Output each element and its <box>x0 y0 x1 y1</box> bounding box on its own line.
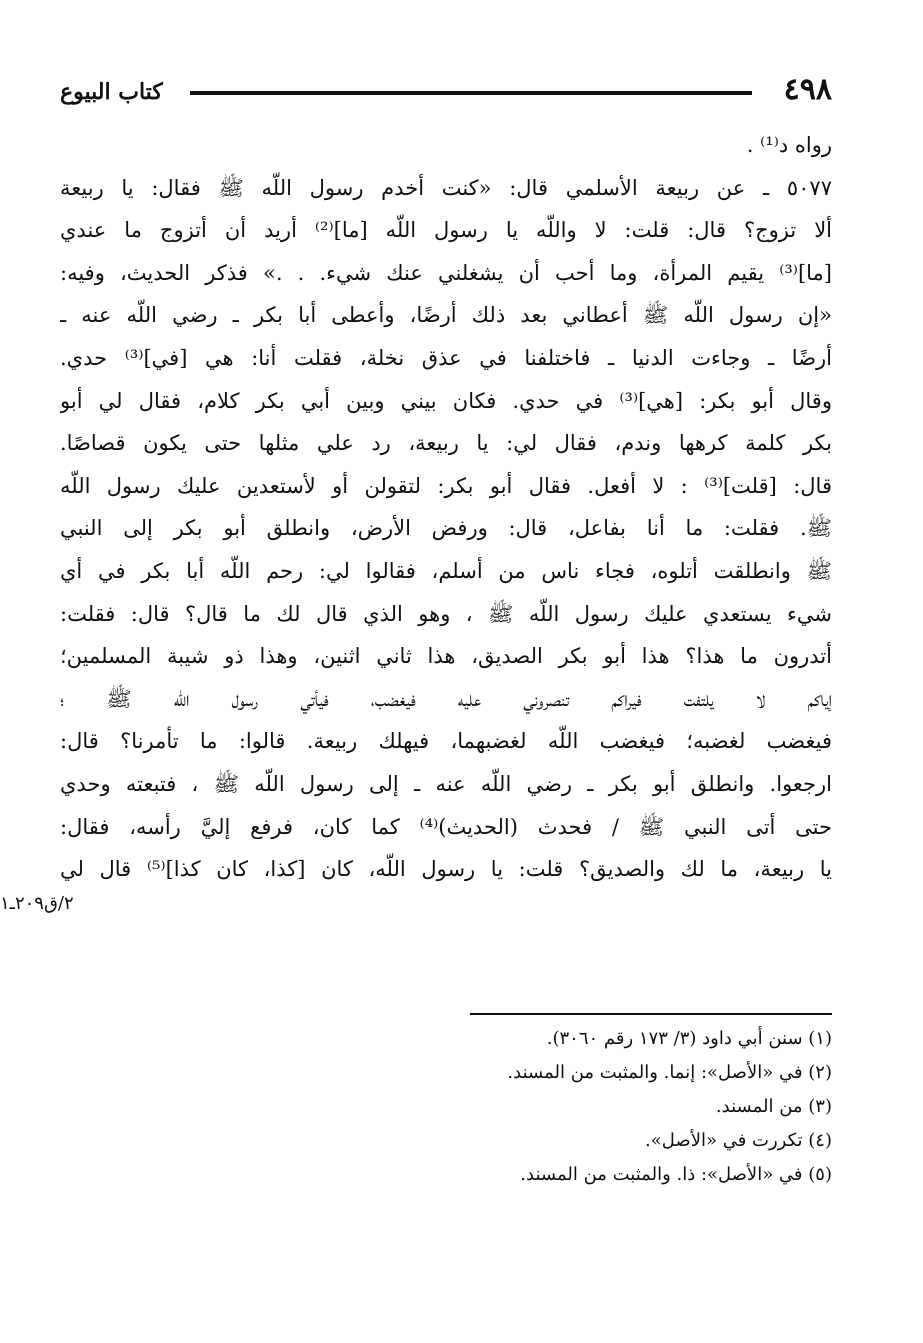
text-line-8: بكر كلمة كرهها وندم، فقال لي: يا ربيعة، رد علي مثلها حتى يكون قصاصًا. <box>60 431 832 456</box>
footnote-2: (٢) في «الأصل»: إنما. والمثبت من المسند. <box>507 1062 832 1083</box>
text-line-12: شيء يستعدي عليك رسول اللّه ﷺ ، وهو الذي قال لك ما قال؟ قال: فقلت: <box>60 601 832 626</box>
text-line-1: رواه د⁽¹⁾ . <box>746 133 832 157</box>
text-line-15: فيغضب لغضبه؛ فيغضب اللّه لغضبهما، فيهلك ربيعة. قالوا: ما تأمرنا؟ قال: <box>60 729 832 754</box>
text-line-16: ارجعوا. وانطلق أبو بكر ـ رضي اللّه عنه ـ إلى رسول اللّه ﷺ ، فتبعته وحدي <box>60 771 832 796</box>
page-header <box>60 72 832 112</box>
text-line-4: [ما]⁽³⁾ يقيم المرأة، وما أحب أن يشغلني عنك شيء. . .» فذكر الحديث، وفيه: <box>60 260 832 285</box>
footnote-3: (٣) من المسند. <box>715 1096 832 1117</box>
hadith-text <box>60 124 832 891</box>
text-line-14: إياكم لا يلتفت فيراكم تنصروني عليه فيغضب، فيأتي رسول اللّه ﷺ ؛ <box>60 686 832 711</box>
footnote-5: (٥) في «الأصل»: ذا. والمثبت من المسند. <box>520 1164 832 1185</box>
book-title: كتاب البيوع <box>60 79 163 105</box>
page-number: ٤٩٨ <box>783 72 832 107</box>
footnote-rule <box>470 1013 832 1015</box>
text-line-7: وقال أبو بكر: [هي]⁽³⁾ في حدي. فكان بيني وبين أبي بكر كلام، فقال لي أبو <box>60 388 832 413</box>
manuscript-folio-note: ٢/ق٢٠٩ـ١ <box>0 893 74 914</box>
text-line-10: ﷺ. فقلت: ما أنا بفاعل، قال: ورفض الأرض، وانطلق أبو بكر إلى النبي <box>60 516 832 541</box>
text-line-17: حتى أتى النبي ﷺ / فحدث (الحديث)⁽⁴⁾ كما كان، فرفع إليَّ رأسه، فقال: <box>60 814 832 839</box>
text-line-6: أرضًا ـ وجاءت الدنيا ـ فاختلفنا في عذق نخلة، فقلت أنا: هي [في]⁽³⁾ حدي. <box>60 345 832 370</box>
text-line-9: قال: [قلت]⁽³⁾ : لا أفعل. فقال أبو بكر: لتقولن أو لأستعدين عليك رسول اللّه <box>60 473 832 498</box>
text-line-13: أتدرون ما هذا؟ هذا أبو بكر الصديق، هذا ثاني اثنين، وهذا ذو شيبة المسلمين؛ <box>60 644 832 669</box>
footnotes <box>300 1022 832 1192</box>
footnote-4: (٤) تكررت في «الأصل». <box>645 1130 832 1151</box>
text-line-5: «إن رسول اللّه ﷺ أعطاني بعد ذلك أرضًا، وأعطى أبا بكر ـ رضي اللّه عنه ـ <box>60 303 832 328</box>
text-line-2: ٥٠٧٧ ـ عن ربيعة الأسلمي قال: «كنت أخدم رسول اللّه ﷺ فقال: يا ربيعة <box>60 175 832 200</box>
header-rule <box>190 91 752 95</box>
text-line-18: يا ربيعة، ما لك والصديق؟ قلت: يا رسول اللّه، كان [كذا، كان كذا]⁽⁵⁾ قال لي <box>60 857 832 882</box>
footnote-1: (١) سنن أبي داود (٣/ ١٧٣ رقم ٣٠٦٠). <box>546 1028 832 1049</box>
text-line-11: ﷺ وانطلقت أتلوه، فجاء ناس من أسلم، فقالوا لي: رحم اللّه أبا بكر في أي <box>60 558 832 583</box>
text-line-3: ألا تزوج؟ قال: قلت: لا واللّه يا رسول اللّه [ما]⁽²⁾ أريد أن أتزوج ما عندي <box>60 218 832 243</box>
